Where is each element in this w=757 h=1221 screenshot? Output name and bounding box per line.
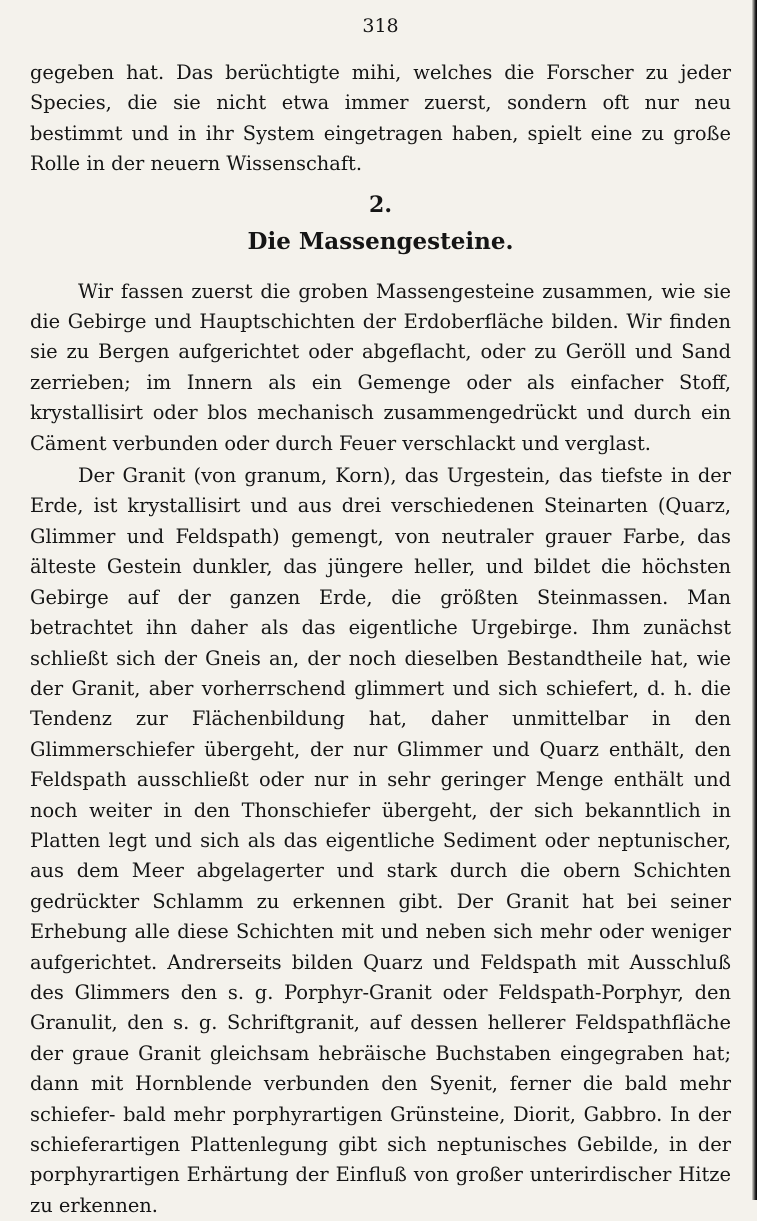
- section-title: Die Massengesteine.: [247, 227, 514, 255]
- section-number: 2.: [369, 191, 392, 218]
- page-edge: [752, 0, 757, 1200]
- body-paragraph: Der Granit (von granum, Korn), das Urgestein, das tiefste in der Erde, ist krystallisirt und aus drei verschiedenen Steinarten (Quarz, Glimmer und Feldspath) gemengt, von neutraler grauer Farbe, das älteste Gestein dunkler, das jüngere heller, und bildet die höchsten Gebirge auf der ganzen Erde, die größten Steinmassen. Man betrachtet ihn daher als das eigentliche Urgebirge. Ihm zunächst schließt sich der Gneis an, der noch dieselben Bestandtheile hat, wie der Granit, aber vorherrschend glimmert und sich schiefert, d. h. die Tendenz zur Flächenbildung hat, daher unmittelbar in den Glimmerschiefer übergeht, der nur Glimmer und Quarz enthält, den Feldspath ausschließt oder nur in sehr geringer Menge enthält und noch weiter in den Thonschiefer übergeht, der sich bekanntlich in Platten legt und sich als das eigentliche Sediment oder neptunischer, aus dem Meer abgelagerter und stark durch die obern Schichten gedrückter Schlamm zu erkennen gibt. Der Granit hat bei seiner Erhebung alle diese Schichten mit und neben sich mehr oder weniger aufgerichtet. Andrerseits bilden Quarz und Feldspath mit Ausschluß des Glimmers den s. g. Porphyr-Granit oder Feldspath-Porphyr, den Granulit, den s. g. Schriftgranit, auf dessen hellerer Feldspathfläche der graue Granit gleichsam hebräische Buchstaben eingegraben hat; dann mit Hornblende verbunden den Syenit, ferner die bald mehr schiefer- bald mehr porphyrartigen Grünsteine, Diorit, Gabbro. In der schieferartigen Plattenlegung gibt sich neptunisches Gebilde, in der porphyrartigen Erhärtung der Einfluß von großer unterirdischer Hitze zu erkennen.: [30, 464, 731, 1217]
- page-number: 318: [362, 15, 399, 37]
- body-paragraph: Wir fassen zuerst die groben Massengesteine zusammen, wie sie die Gebirge und Hauptschichten der Erdoberfläche bilden. Wir finden sie zu Bergen aufgerichtet oder abgeflacht, oder zu Geröll und Sand zerrieben; im Innern als ein Gemenge oder als einfacher Stoff, krystallisirt oder blos mechanisch zusammengedrückt und durch ein Cäment verbunden oder durch Feuer verschlackt und verglast.: [30, 279, 731, 455]
- continuation-paragraph: gegeben hat. Das berüchtigte mihi, welches die Forscher zu jeder Species, die sie nicht etwa immer zuerst, sondern oft nur neu bestimmt und in ihr System eingetragen haben, spielt eine zu große Rolle in der neuern Wissenschaft.: [30, 61, 731, 176]
